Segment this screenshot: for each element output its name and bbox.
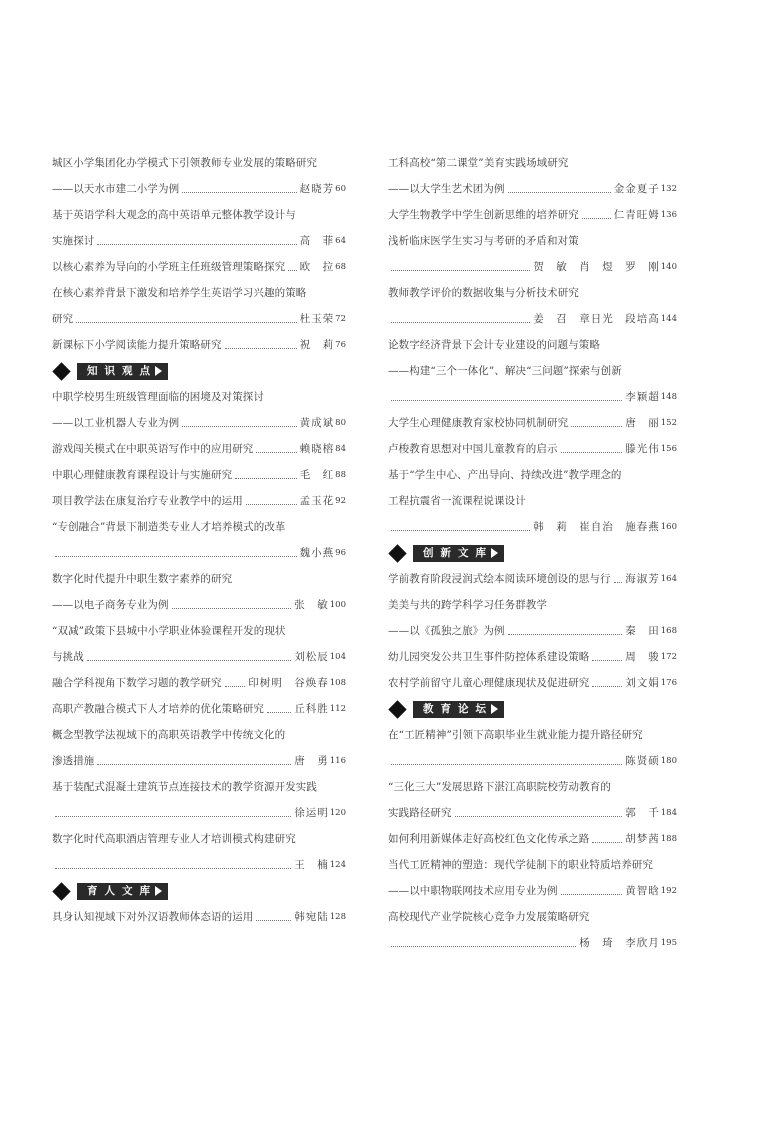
dot-leader: [97, 764, 291, 765]
dot-leader: [172, 608, 292, 609]
toc-title-line[interactable]: [52, 384, 346, 410]
entry-title: 具身认知视域下对外汉语教师体态语的运用: [52, 911, 254, 923]
dot-leader: [288, 270, 296, 271]
dot-leader: [561, 894, 623, 895]
entry-page: 180: [660, 756, 677, 766]
entry-author: 滕光伟: [625, 443, 660, 455]
toc-title-line[interactable]: [52, 722, 346, 748]
dot-leader: [55, 868, 291, 869]
entry-author: 刘松辰: [294, 651, 329, 663]
entry-author: 唐 丽: [625, 417, 660, 429]
entry-page: 160: [660, 522, 677, 532]
dot-leader: [391, 270, 530, 271]
entry-page: 88: [335, 470, 346, 480]
entry-title: 高职产教融合模式下人才培养的优化策略研究: [52, 703, 264, 715]
toc-entry[interactable]: [388, 306, 677, 332]
entry-page: 80: [335, 418, 346, 428]
arrow-right-icon: [491, 704, 498, 714]
arrow-right-icon: [155, 366, 162, 376]
entry-title: 基于装配式混凝土建筑节点连接技术的教学资源开发实践: [52, 781, 317, 793]
entry-title: 渗透措施: [52, 755, 95, 767]
entry-page: 120: [329, 808, 346, 818]
dot-leader: [246, 504, 297, 505]
toc-right-column: [388, 150, 677, 956]
entry-author: 王 楠: [294, 859, 329, 871]
section-banner: [77, 363, 168, 380]
dot-leader: [592, 842, 622, 843]
entry-title: 工程抗震省一流课程说课设计: [388, 495, 526, 507]
entry-page: 128: [329, 912, 346, 922]
entry-title: 融合学科视角下数学习题的教学研究: [52, 677, 222, 689]
entry-author: 杜玉荣: [299, 313, 335, 325]
section-banner: [413, 545, 504, 562]
entry-title: 基于英语学科大观念的高中英语单元整体教学设计与: [52, 209, 296, 221]
toc-entry[interactable]: [52, 852, 346, 878]
diamond-icon: [52, 362, 70, 380]
toc-entry[interactable]: [388, 254, 677, 280]
toc-title-line[interactable]: [388, 488, 677, 514]
section-title: 教育论坛: [423, 702, 493, 715]
diamond-icon: [388, 544, 406, 562]
toc-entry[interactable]: [388, 618, 677, 644]
entry-page: 156: [660, 444, 677, 454]
entry-author: 秦 田: [625, 625, 660, 637]
entry-title: 高校现代产业学院核心竞争力发展策略研究: [388, 911, 590, 923]
entry-author: 仁青旺姆: [613, 209, 660, 221]
entry-page: 68: [335, 262, 346, 272]
toc-entry[interactable]: [388, 748, 677, 774]
dot-leader: [582, 218, 611, 219]
toc-title-line[interactable]: [388, 904, 677, 930]
toc-title-line[interactable]: [388, 150, 677, 176]
entry-page: 64: [335, 236, 346, 246]
toc-entry[interactable]: [52, 436, 346, 462]
entry-title: 基于“学生中心、产出导向、持续改进”教学理念的: [388, 469, 622, 481]
dot-leader: [182, 426, 296, 427]
entry-author: 唐 勇: [294, 755, 329, 767]
dot-leader: [455, 816, 623, 817]
dot-leader: [267, 712, 291, 713]
dot-leader: [571, 426, 622, 427]
toc-entry[interactable]: [388, 930, 677, 956]
entry-title: “双减”政策下县城中小学职业体验课程开发的现状: [52, 625, 286, 637]
toc-entry[interactable]: [52, 462, 346, 488]
entry-title: 大学生心理健康教育家校协同机制研究: [388, 417, 569, 429]
toc-entry[interactable]: [52, 254, 346, 280]
entry-title: 在核心素养背景下激发和培养学生英语学习兴趣的策略: [52, 287, 307, 299]
toc-entry[interactable]: [388, 878, 677, 904]
entry-title: 当代工匠精神的塑造：现代学徒制下的职业特质培养研究: [388, 859, 653, 871]
entry-page: 72: [335, 314, 346, 324]
toc-entry[interactable]: [388, 202, 677, 228]
toc-entry[interactable]: [52, 904, 346, 930]
section-banner: [413, 701, 504, 718]
entry-title: ——以中职物联网技术应用专业为例: [388, 885, 558, 897]
section-header: [388, 540, 677, 566]
dot-leader: [391, 764, 622, 765]
entry-page: 116: [329, 756, 346, 766]
arrow-right-icon: [491, 548, 498, 558]
dot-leader: [225, 686, 246, 687]
dot-leader: [55, 556, 297, 557]
entry-title: ——构建“三个一体化”、解决“三问题”探索与创新: [388, 365, 622, 377]
entry-title: “三化三大”发展思路下湛江高职院校劳动教育的: [388, 781, 611, 793]
entry-page: 188: [660, 834, 677, 844]
toc-entry[interactable]: [52, 176, 346, 202]
entry-title: 工科高校“第二课堂”美育实践场域研究: [388, 157, 569, 169]
entry-page: 184: [660, 808, 677, 818]
toc-title-line[interactable]: [52, 566, 346, 592]
toc-title-line[interactable]: [52, 514, 346, 540]
toc-title-line[interactable]: [388, 592, 677, 618]
entry-title: 在“工匠精神”引领下高职毕业生就业能力提升路径研究: [388, 729, 643, 741]
entry-title: ——以天水市建二小学为例: [52, 183, 180, 195]
dot-leader: [55, 816, 291, 817]
entry-title: 农村学前留守儿童心理健康现状及促进研究: [388, 677, 590, 689]
dot-leader: [391, 400, 622, 401]
entry-page: 92: [335, 496, 346, 506]
section-header: [388, 696, 677, 722]
entry-author: 孟玉花: [299, 495, 335, 507]
entry-title: 浅析临床医学生实习与考研的矛盾和对策: [388, 235, 579, 247]
entry-author: 祝 莉: [299, 339, 335, 351]
toc-entry[interactable]: [388, 176, 677, 202]
entry-author: 黄智晗: [625, 885, 660, 897]
entry-author: 刘文娟: [625, 677, 660, 689]
entry-page: 192: [660, 886, 677, 896]
toc-title-line[interactable]: [52, 150, 346, 176]
dot-leader: [235, 478, 296, 479]
entry-page: 164: [660, 574, 677, 584]
entry-title: “专创融合”背景下制造类专业人才培养模式的改革: [52, 521, 286, 533]
dot-leader: [592, 660, 622, 661]
entry-author: 周 骏: [625, 651, 660, 663]
section-banner: [77, 883, 168, 900]
entry-author: 高 菲: [299, 235, 335, 247]
dot-leader: [76, 322, 296, 323]
entry-page: 100: [329, 600, 346, 610]
toc-entry[interactable]: [52, 410, 346, 436]
entry-page: 176: [660, 678, 677, 688]
dot-leader: [87, 660, 291, 661]
entry-title: 城区小学集团化办学模式下引领教师专业发展的策略研究: [52, 157, 317, 169]
toc-entry[interactable]: [388, 800, 677, 826]
diamond-icon: [388, 700, 406, 718]
entry-title: 如何利用新媒体走好高校红色文化传承之路: [388, 833, 590, 845]
entry-page: 76: [335, 340, 346, 350]
entry-author: 赖晓榕: [299, 443, 335, 455]
entry-title: 美美与共的跨学科学习任务群教学: [388, 599, 547, 611]
dot-leader: [391, 322, 530, 323]
toc-entry[interactable]: [52, 592, 346, 618]
toc-title-line[interactable]: [52, 774, 346, 800]
entry-author: 张 敏: [294, 599, 329, 611]
toc-title-line[interactable]: [388, 228, 677, 254]
entry-title: 中职心理健康教育课程设计与实施研究: [52, 469, 233, 481]
toc-entry[interactable]: [52, 332, 346, 358]
dot-leader: [561, 452, 623, 453]
section-title: 知识观点: [87, 364, 157, 377]
entry-page: 132: [660, 184, 677, 194]
entry-author: 黄成斌: [299, 417, 335, 429]
dot-leader: [182, 192, 296, 193]
toc-title-line[interactable]: [52, 202, 346, 228]
entry-author: 李颖超: [625, 391, 660, 403]
dot-leader: [225, 348, 297, 349]
dot-leader: [97, 244, 296, 245]
entry-page: 104: [329, 652, 346, 662]
entry-title: 游戏闯关模式在中职英语写作中的应用研究: [52, 443, 254, 455]
entry-author: 韩宛陆: [294, 911, 329, 923]
entry-title: 新课标下小学阅读能力提升策略研究: [52, 339, 222, 351]
entry-title: ——以工业机器人专业为例: [52, 417, 180, 429]
entry-title: 学前教育阶段浸润式绘本阅读环境创设的思与行: [388, 573, 611, 585]
entry-title: 数字化时代提升中职生数字素养的研究: [52, 573, 233, 585]
entry-title: 实践路径研究: [388, 807, 452, 819]
dot-leader: [391, 530, 530, 531]
toc-title-line[interactable]: [388, 722, 677, 748]
toc-entry[interactable]: [52, 748, 346, 774]
entry-author: 徐运明: [294, 807, 329, 819]
entry-title: 研究: [52, 313, 74, 325]
toc-title-line[interactable]: [388, 332, 677, 358]
section-header: [52, 878, 346, 904]
entry-title: 大学生物教学中学生创新思维的培养研究: [388, 209, 579, 221]
entry-author: 海淑芳: [625, 573, 660, 585]
section-title: 育人文库: [87, 884, 157, 897]
toc-entry[interactable]: [52, 540, 346, 566]
entry-title: ——以电子商务专业为例: [52, 599, 169, 611]
dot-leader: [256, 920, 291, 921]
dot-leader: [256, 452, 296, 453]
dot-leader: [508, 634, 623, 635]
entry-title: ——以《孤独之旅》为例: [388, 625, 505, 637]
entry-author: 胡梦茜: [625, 833, 660, 845]
entry-title: 以核心素养为导向的小学班主任班级管理策略探究: [52, 261, 286, 273]
entry-author: 丘科胜: [294, 703, 329, 715]
entry-title: ——以大学生艺术团为例: [388, 183, 505, 195]
dot-leader: [508, 192, 611, 193]
toc-title-line[interactable]: [388, 358, 677, 384]
entry-title: 卢梭教育思想对中国儿童教育的启示: [388, 443, 558, 455]
entry-title: 实施探讨: [52, 235, 95, 247]
dot-leader: [614, 582, 623, 583]
toc-title-line[interactable]: [52, 280, 346, 306]
entry-author: 姜 召 章日光 段培高: [533, 313, 660, 325]
entry-page: 144: [660, 314, 677, 324]
toc-entry[interactable]: [388, 410, 677, 436]
toc-entry[interactable]: [388, 384, 677, 410]
section-title: 创新文库: [423, 546, 493, 559]
toc-entry[interactable]: [388, 670, 677, 696]
entry-author: 赵晓芳: [299, 183, 335, 195]
entry-title: 教师教学评价的数据收集与分析技术研究: [388, 287, 579, 299]
toc-entry[interactable]: [52, 800, 346, 826]
toc-title-line[interactable]: [52, 826, 346, 852]
diamond-icon: [52, 882, 70, 900]
entry-title: 项目教学法在康复治疗专业教学中的运用: [52, 495, 243, 507]
toc-title-line[interactable]: [388, 462, 677, 488]
entry-page: 124: [329, 860, 346, 870]
entry-page: 84: [335, 444, 346, 454]
entry-author: 陈贤硕: [625, 755, 660, 767]
entry-title: 幼儿园突发公共卫生事件防控体系建设策略: [388, 651, 590, 663]
toc-entry[interactable]: [388, 566, 677, 592]
entry-page: 112: [329, 704, 346, 714]
entry-page: 195: [660, 938, 677, 948]
entry-author: 魏小燕: [299, 547, 335, 559]
entry-title: 与挑战: [52, 651, 84, 663]
entry-title: 论数字经济背景下会计专业建设的问题与策略: [388, 339, 600, 351]
entry-author: 郭 千: [625, 807, 660, 819]
entry-page: 148: [660, 392, 677, 402]
toc-entry[interactable]: [52, 696, 346, 722]
entry-author: 毛 红: [299, 469, 335, 481]
entry-author: 欧 拉: [299, 261, 335, 273]
toc-title-line[interactable]: [388, 774, 677, 800]
entry-page: 172: [660, 652, 677, 662]
toc-entry[interactable]: [52, 488, 346, 514]
entry-page: 96: [335, 548, 346, 558]
entry-author: 金金夏子: [613, 183, 660, 195]
entry-page: 136: [660, 210, 677, 220]
entry-author: 印树明 谷焕春: [248, 677, 329, 689]
toc-entry[interactable]: [52, 228, 346, 254]
entry-page: 108: [329, 678, 346, 688]
entry-page: 152: [660, 418, 677, 428]
entry-author: 贺 敏 肖 煜 罗 刚: [533, 261, 660, 273]
arrow-right-icon: [155, 886, 162, 896]
toc-entry[interactable]: [388, 514, 677, 540]
entry-title: 数字化时代高职酒店管理专业人才培训模式构建研究: [52, 833, 296, 845]
toc-entry[interactable]: [52, 644, 346, 670]
dot-leader: [391, 946, 576, 947]
entry-page: 168: [660, 626, 677, 636]
toc-entry[interactable]: [388, 644, 677, 670]
toc-title-line[interactable]: [388, 852, 677, 878]
entry-page: 60: [335, 184, 346, 194]
section-header: [52, 358, 346, 384]
entry-title: 概念型教学法视域下的高职英语教学中传统文化的: [52, 729, 286, 741]
dot-leader: [592, 686, 622, 687]
toc-title-line[interactable]: [388, 280, 677, 306]
entry-author: 杨 琦 李欣月: [579, 937, 660, 949]
toc-entry[interactable]: [388, 826, 677, 852]
entry-author: 韩 莉 崔自治 施春燕: [533, 521, 660, 533]
entry-title: 中职学校男生班级管理面临的困境及对策探讨: [52, 391, 264, 403]
entry-page: 140: [660, 262, 677, 272]
toc-left-column: [52, 150, 346, 930]
toc-entry[interactable]: [388, 436, 677, 462]
toc-entry[interactable]: [52, 670, 346, 696]
toc-title-line[interactable]: [52, 618, 346, 644]
toc-entry[interactable]: [52, 306, 346, 332]
